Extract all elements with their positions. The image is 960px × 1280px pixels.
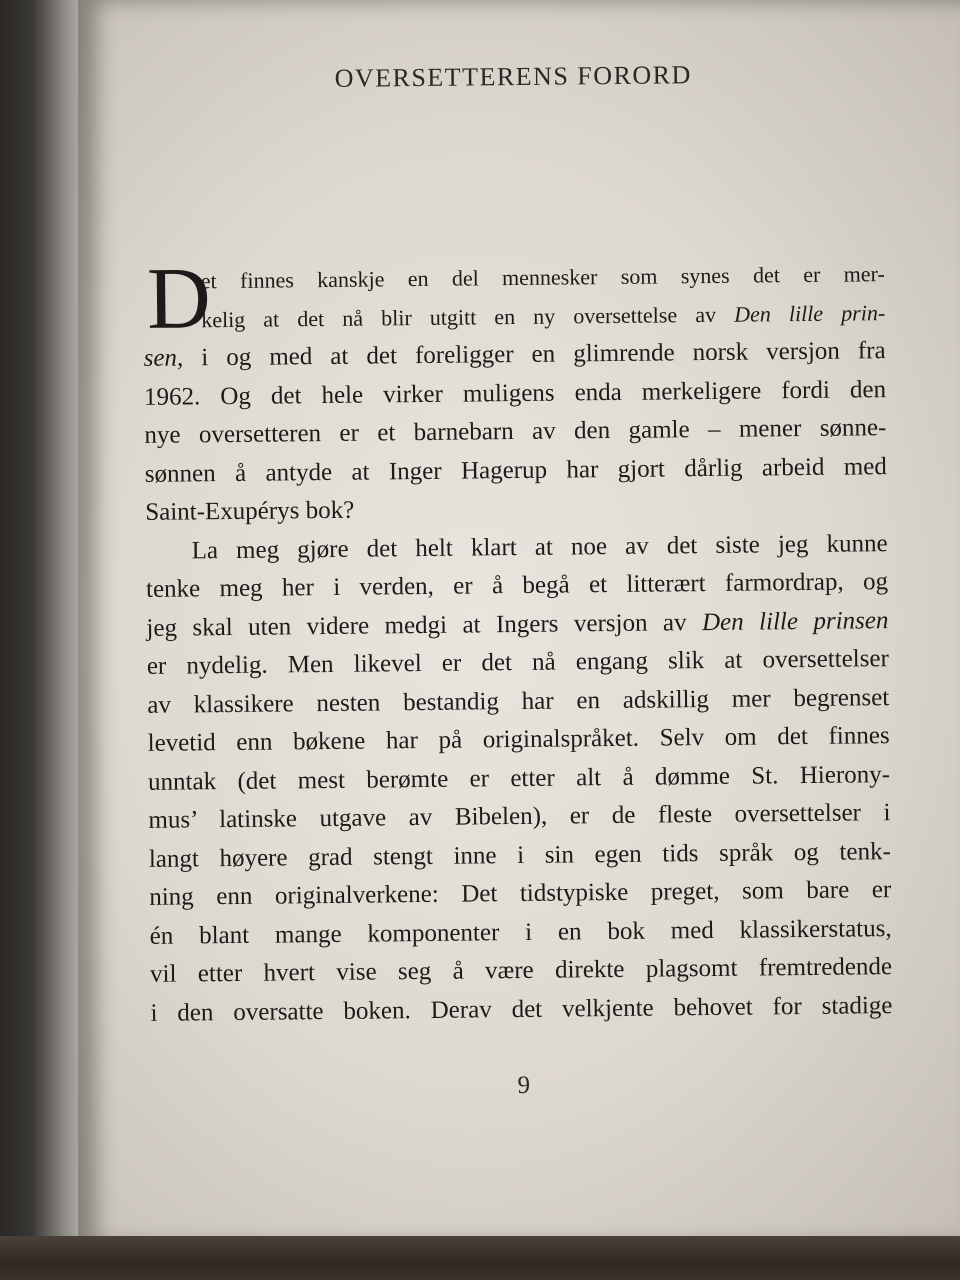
text-run: La meg gjøre det helt klart at noe av det siste jeg kunne bbox=[191, 529, 888, 564]
text-run: langt høyere grad stengt inne i sin egen tids språk og tenk- bbox=[148, 837, 891, 873]
text-run: sønnen å antyde at Inger Hagerup har gjort dårlig arbeid med bbox=[144, 452, 887, 488]
text-run: tenke meg her i verden, er å begå et litterært farmordrap, og bbox=[145, 568, 889, 603]
text-run: én blant mange komponenter i en bok med klassikerstatus, bbox=[149, 914, 892, 950]
italic-title-text: sen, bbox=[143, 344, 184, 372]
text-run: et finnes kanskje en del mennesker som synes det er mer- bbox=[200, 261, 885, 294]
text-run: levetid enn bøkene har på originalspråket. Selv om det finnes bbox=[147, 722, 890, 757]
text-run: er nydelig. Men likevel er det nå engang slik at oversettelser bbox=[146, 645, 889, 680]
text-run: unntak (det mest berømte er etter alt å dømme St. Hierony- bbox=[147, 760, 891, 796]
page-content bbox=[140, 48, 896, 1116]
text-run: i den oversatte boken. Derav det velkjente behovet for stadige bbox=[150, 991, 893, 1027]
text-run: vil etter hvert vise seg å være direkte plagsomt fremtredende bbox=[149, 953, 893, 988]
page-number: 9 bbox=[517, 1071, 531, 1100]
background-surface bbox=[0, 1236, 960, 1280]
text-run: mus’ latinske utgave av Bibelen), er de fleste oversettelser i bbox=[148, 799, 891, 834]
text-run: i og med at det foreligger en glimrende norsk versjon fra bbox=[183, 337, 886, 372]
text-line bbox=[145, 448, 887, 494]
text-line bbox=[150, 987, 892, 1033]
text-run: kelig at det nå blir utgitt en ny oversettelse av bbox=[201, 301, 735, 332]
text-run: nye oversetteren er et barnebarn av den gamle – mener sønne- bbox=[144, 414, 887, 449]
text-run: av klassikere nesten bestandig har en adskillig mer begrenset bbox=[147, 683, 890, 719]
drop-cap: D bbox=[146, 250, 212, 348]
italic-title-text: Den lille prin- bbox=[733, 299, 886, 327]
body-text bbox=[143, 250, 893, 1033]
text-run: jeg skal uten videre medgi at Ingers versjon av bbox=[146, 608, 703, 642]
text-run: Saint-Exupérys bok? bbox=[145, 496, 355, 526]
chapter-title: OVERSETTERENS FORORD bbox=[334, 60, 692, 93]
text-run: 1962. Og det hele virker muligens enda merkeligere fordi den bbox=[143, 375, 887, 411]
text-run: ning enn originalverkene: Det tidstypiske preget, som bare er bbox=[149, 876, 892, 911]
italic-title-text: Den lille prinsen bbox=[701, 606, 889, 636]
